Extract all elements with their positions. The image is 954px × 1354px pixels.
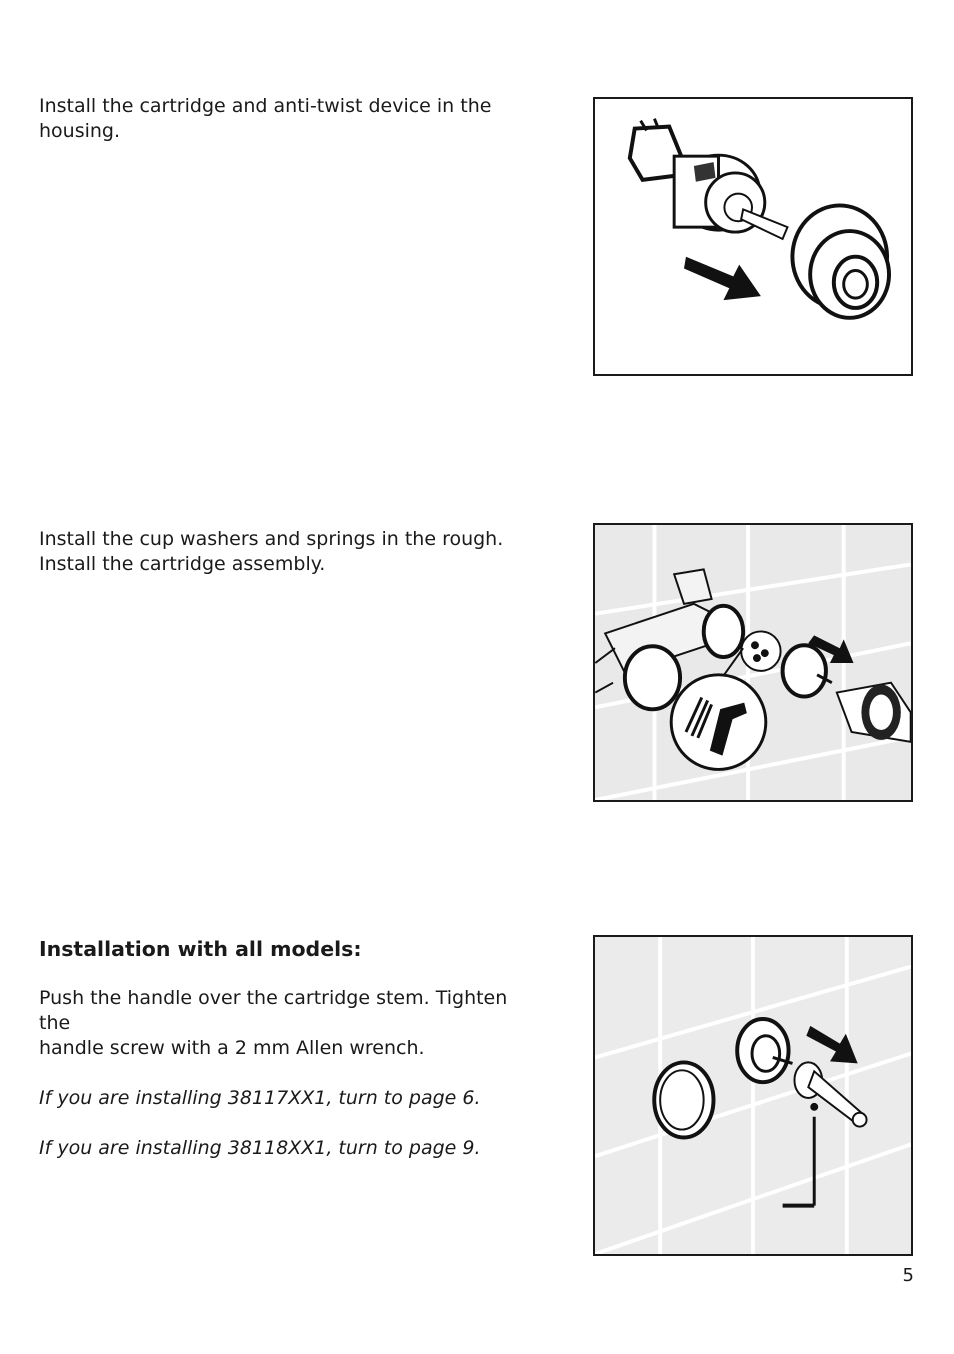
step-2-line-1: Install the cup washers and springs in the rough. [39, 528, 504, 550]
note-38118: If you are installing 38118XX1, turn to page 9. [39, 1137, 481, 1159]
cartridge-housing-illustration [593, 97, 913, 376]
instruction-step-3 [39, 937, 539, 1161]
handle-wrench-icon [595, 937, 911, 1254]
instruction-step-1 [39, 94, 539, 144]
section-heading: Installation with all models: [39, 937, 362, 961]
page-number: 5 [902, 1265, 914, 1286]
handle-wrench-illustration [593, 935, 913, 1256]
cartridge-housing-icon [595, 99, 911, 374]
instruction-step-2 [39, 527, 539, 577]
step-1-line-2: housing. [39, 120, 121, 142]
step-2-line-2: Install the cartridge assembly. [39, 553, 326, 575]
cartridge-assembly-illustration [593, 523, 913, 802]
step-1-line-1: Install the cartridge and anti-twist device in the [39, 95, 492, 117]
cartridge-assembly-icon [595, 525, 911, 800]
step-3-line-2: handle screw with a 2 mm Allen wrench. [39, 1037, 425, 1059]
step-3-line-1: Push the handle over the cartridge stem. Tighten the [39, 987, 508, 1034]
note-38117: If you are installing 38117XX1, turn to page 6. [39, 1087, 481, 1109]
